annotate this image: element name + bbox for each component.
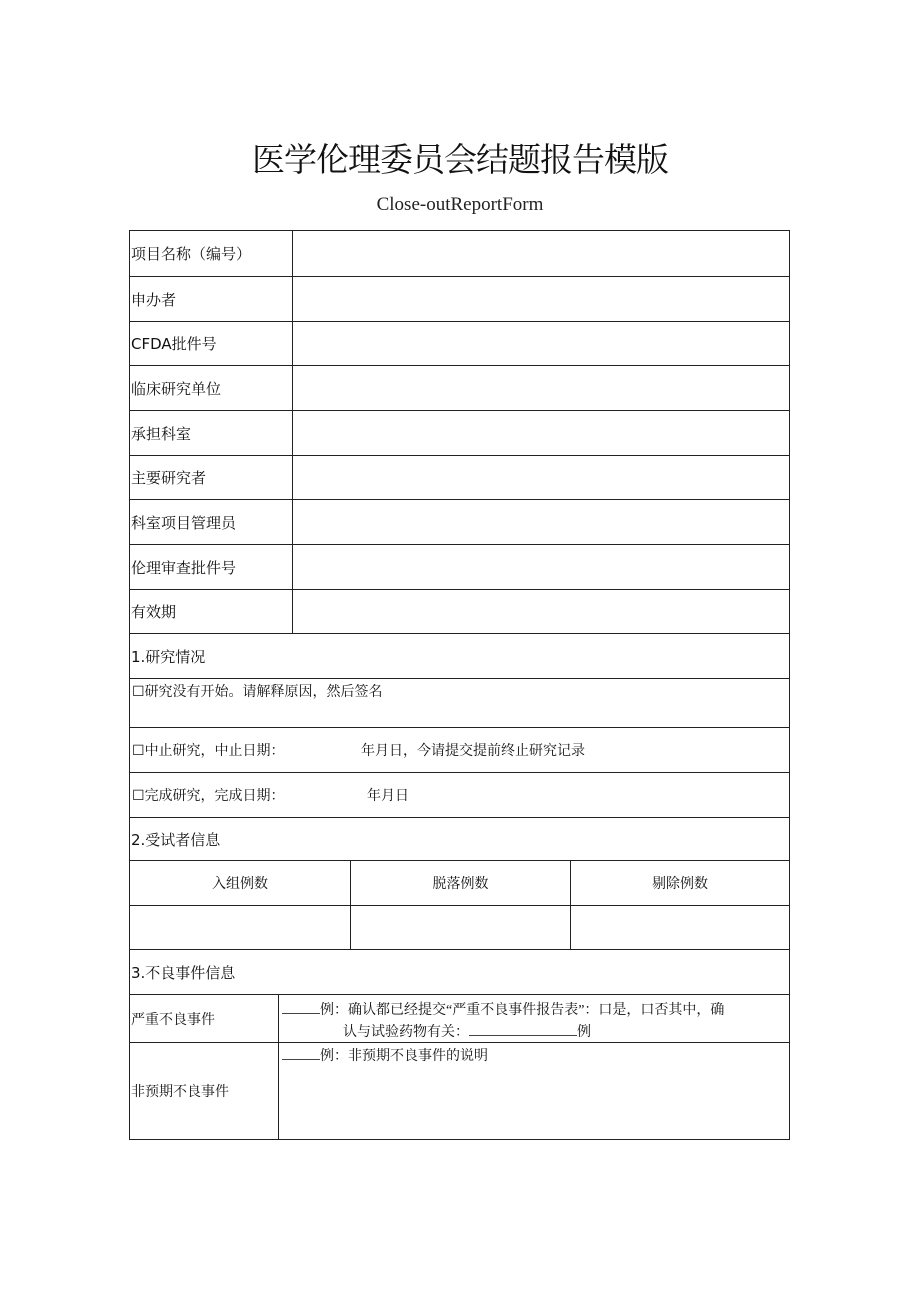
info-row-validity [130, 589, 789, 633]
section-heading-adverse-events [130, 949, 789, 994]
unexpected-ae-label: 非预期不良事件 [131, 1085, 229, 1100]
close-out-report-form [129, 230, 790, 1140]
project-name-field[interactable] [292, 231, 789, 276]
serious-ae-content [278, 995, 789, 1042]
enrolled-count-field[interactable] [130, 906, 350, 949]
column-header-dropout: 脱落例数 [350, 861, 570, 905]
field-label: 有效期 [131, 603, 177, 621]
info-row-research-unit [130, 365, 789, 410]
serious-ae-count-blank[interactable] [282, 1013, 320, 1014]
info-row-project-manager [130, 499, 789, 544]
section-heading: 1.研究情况 [131, 647, 206, 666]
checkbox-icon[interactable]: ☐ [132, 744, 145, 759]
department-field[interactable] [292, 411, 789, 455]
column-header-enrolled: 入组例数 [212, 877, 268, 892]
serious-ae-line1 [282, 999, 724, 1019]
info-row-sponsor [130, 276, 789, 321]
unexpected-ae-count-blank[interactable] [282, 1059, 320, 1060]
unexpected-ae-line1 [282, 1045, 488, 1065]
excluded-count-field[interactable] [570, 906, 789, 949]
info-row-department [130, 410, 789, 455]
info-row-ethics-approval [130, 544, 789, 589]
option-not-started [130, 678, 789, 727]
option-date-suffix: 年月日，今请提交提前终止研究记录 [361, 744, 585, 759]
document-subtitle: Close-outReportForm [376, 194, 544, 215]
project-manager-field[interactable] [292, 500, 789, 544]
option-label: 研究没有开始。请解释原因，然后签名 [144, 685, 383, 700]
section-heading-study-status [130, 633, 789, 678]
section-heading: 3.不良事件信息 [131, 963, 236, 982]
option-text [131, 681, 383, 701]
info-row-project-name [130, 231, 789, 276]
principal-investigator-field[interactable] [292, 456, 789, 499]
option-text [131, 785, 285, 805]
related-count-blank[interactable] [469, 1035, 577, 1036]
field-label: 主要研究者 [131, 469, 207, 487]
field-label: 科室项目管理员 [131, 513, 237, 532]
option-text [131, 740, 285, 760]
dropout-count-field[interactable] [350, 906, 570, 949]
field-label: CFDA批件号 [131, 335, 217, 353]
option-label: 完成研究，完成日期： [144, 789, 285, 804]
field-label: 伦理审查批件号 [131, 558, 237, 577]
option-label: 中止研究，中止日期： [144, 744, 285, 759]
unexpected-ae-content [278, 1043, 789, 1139]
serious-ae-line2 [343, 1021, 591, 1041]
field-label: 项目名称（编号） [131, 245, 252, 263]
ethics-approval-field[interactable] [292, 545, 789, 589]
validity-field[interactable] [292, 590, 789, 633]
option-completed [130, 772, 789, 817]
cfda-number-field[interactable] [292, 322, 789, 365]
option-terminated [130, 727, 789, 772]
document-title: 医学伦理委员会结题报告模版 [252, 140, 668, 179]
subjects-header-row [130, 860, 789, 905]
field-label: 申办者 [131, 290, 177, 309]
serious-ae-text2: 认与试验药物有关： [343, 1025, 469, 1040]
serious-ae-label: 严重不良事件 [131, 1012, 215, 1028]
unexpected-ae-text: 例：非预期不良事件的说明 [320, 1049, 488, 1064]
option-date-suffix: 年月日 [367, 789, 409, 804]
field-label: 临床研究单位 [131, 379, 222, 398]
serious-adverse-event-row [130, 994, 789, 1042]
field-label: 承担科室 [131, 424, 192, 443]
research-unit-field[interactable] [292, 366, 789, 410]
section-heading-subjects [130, 817, 789, 860]
unexpected-adverse-event-row [130, 1042, 789, 1139]
serious-ae-unit: 例 [577, 1025, 591, 1040]
sponsor-field[interactable] [292, 277, 789, 321]
checkbox-icon[interactable]: ☐ [132, 789, 145, 804]
info-row-principal-investigator [130, 455, 789, 499]
serious-ae-text: 例：确认都已经提交“严重不良事件报告表”：口是，口否其中，确 [320, 1003, 725, 1018]
checkbox-icon[interactable]: ☐ [132, 685, 145, 700]
column-header-excluded: 剔除例数 [570, 861, 789, 905]
section-heading: 2.受试者信息 [131, 830, 221, 849]
subjects-value-row [130, 905, 789, 949]
info-row-cfda [130, 321, 789, 365]
